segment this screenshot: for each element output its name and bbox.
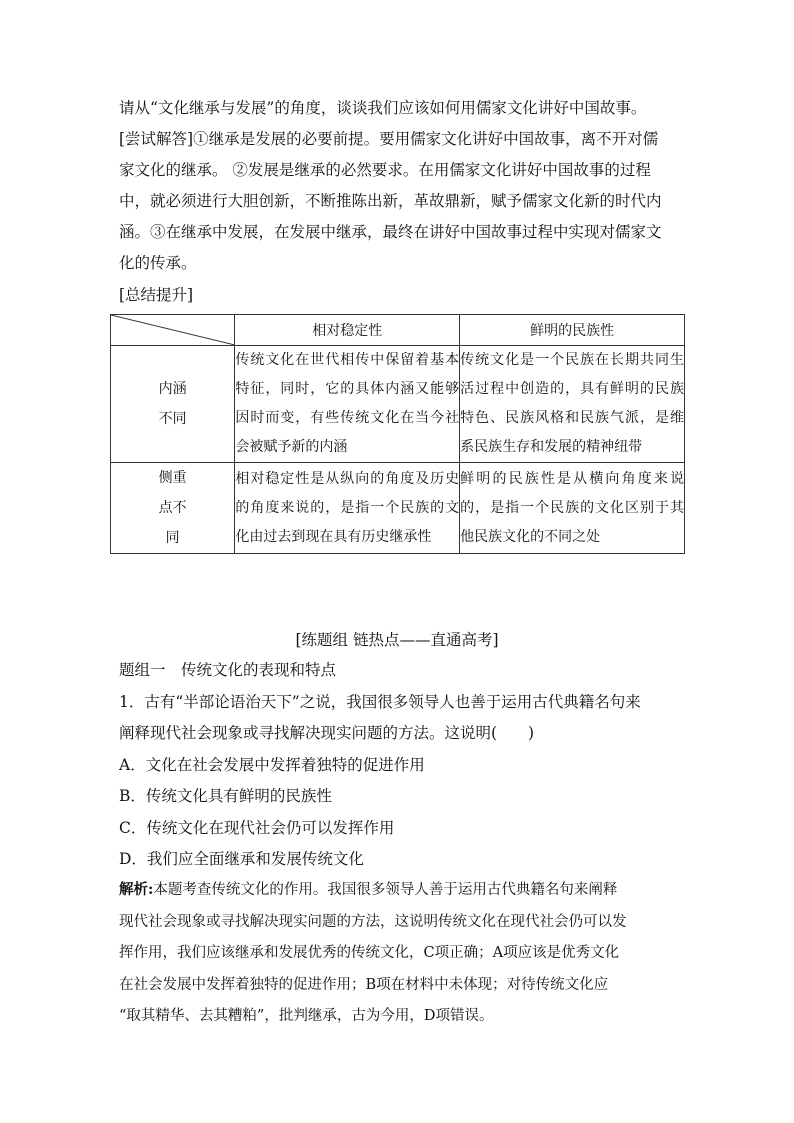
analysis-line-5: “取其精华、去其糟粕”，批判继承，古为今用，D项错误。 [119, 1008, 494, 1024]
column-header-stability: 相对稳定性 [235, 315, 460, 346]
diagonal-line [111, 315, 235, 345]
practice-banner: [练题组 链热点——直通高考] [295, 631, 499, 649]
answer-line-1 [119, 124, 689, 155]
intro-question: 请从“文化继承与发展”的角度，谈谈我们应该如何用儒家文化讲好中国故事。 [119, 99, 647, 117]
answer-text-1: ①继承是发展的必要前提。要用儒家文化讲好中国故事，离不开对儒 [193, 130, 659, 148]
row-label-line: 侧重 [158, 470, 187, 486]
comparison-table [110, 314, 685, 554]
question-line-1: 1．古有“半部论语治天下”之说，我国很多领导人也善于运用古代典籍名句来 [119, 692, 641, 711]
table-row [111, 346, 685, 463]
row-label-connotation [111, 346, 235, 463]
intro-section [119, 93, 689, 279]
analysis-section [119, 874, 689, 1033]
table-cell: 传统文化是一个民族在长期共同生活过程中创造的，具有鲜明的民族特色、民族风格和民族气派，是维系民族生存和发展的精神纽带 [460, 346, 685, 463]
table-row [111, 463, 685, 554]
option-b: B．传统文化具有鲜明的民族性 [119, 787, 332, 805]
answer-label: [尝试解答] [119, 130, 194, 148]
analysis-line-4: 在社会发展中发挥着独特的促进作用；B项在材料中未体现；对待传统文化应 [119, 976, 609, 993]
option-d: D．我们应全面继承和发展传统文化 [119, 850, 364, 868]
answer-line-3: 中，就必须进行大胆创新，不断推陈出新，革故鼎新，赋予儒家文化新的时代内 [119, 192, 662, 210]
row-label-line: 不同 [158, 411, 187, 427]
answer-line-5: 化的传承。 [119, 254, 197, 272]
analysis-line-2: 现代社会现象或寻找解决现实问题的方法，这说明传统文化在现代社会仍可以发 [119, 913, 627, 930]
column-header-nationality: 鲜明的民族性 [460, 315, 685, 346]
table-corner-cell [111, 315, 235, 346]
analysis-line-3: 挥作用，我们应该继承和发展优秀的传统文化，C项正确；A项应该是优秀文化 [119, 945, 620, 961]
table-cell: 鲜明的民族性是从横向角度来说的，是指一个民族的文化区别于其他民族文化的不同之处 [460, 463, 685, 554]
row-label-emphasis [111, 463, 235, 554]
summary-label: [总结提升] [119, 286, 194, 304]
row-label-line: 内涵 [158, 381, 187, 397]
group-title: 题组一 传统文化的表现和特点 [119, 661, 337, 679]
row-label-line: 同 [165, 530, 180, 546]
table-cell: 相对稳定性是从纵向的角度及历史的角度来说的，是指一个民族的文化由过去到现在具有历史继承性 [235, 463, 460, 554]
table-cell: 传统文化在世代相传中保留着基本特征，同时，它的具体内涵又能够因时而变，有些传统文化在当今社会被赋予新的内涵 [235, 346, 460, 463]
practice-section [119, 655, 689, 876]
option-a: A．文化在社会发展中发挥着独特的促进作用 [119, 755, 425, 774]
question-line-2: 阐释现代社会现象或寻找解决现实问题的方法。这说明( ) [119, 724, 535, 742]
answer-line-2: 家文化的继承。 ②发展是继承的必然要求。在用儒家文化讲好中国故事的过程 [119, 161, 651, 179]
row-label-line: 点不 [158, 500, 187, 516]
analysis-line-1 [119, 874, 689, 907]
answer-line-4: 涵。③在继承中发展，在发展中继承，最终在讲好中国故事过程中实现对儒家文 [119, 223, 662, 241]
analysis-text-1: 本题考查传统文化的作用。我国很多领导人善于运用古代典籍名句来阐释 [153, 882, 618, 898]
analysis-label: 解析: [119, 881, 154, 898]
option-c: C．传统文化在现代社会仍可以发挥作用 [119, 818, 395, 837]
table-header-row [111, 315, 685, 346]
